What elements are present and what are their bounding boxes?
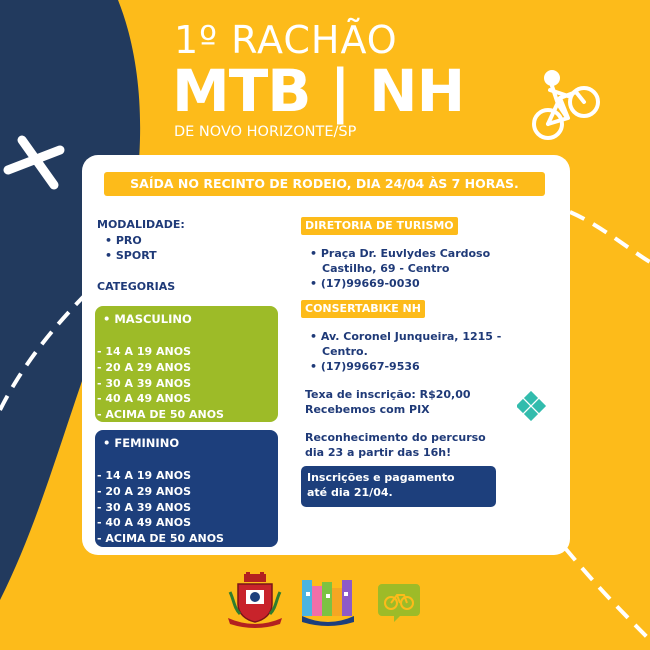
diretoria-phone: • (17)99669-0030 [310, 277, 420, 290]
list-item: - ACIMA DE 50 ANOS [97, 408, 224, 422]
list-item: - 40 A 49 ANOS [97, 516, 192, 530]
event-title-line1: 1º RACHÃO [174, 18, 398, 62]
tourism-logo [300, 578, 356, 626]
list-item: - 14 A 19 ANOS [97, 345, 192, 358]
modalidade-item: • SPORT [105, 249, 157, 262]
list-item: - 14 A 19 ANOS [97, 469, 192, 482]
masculino-list [97, 344, 224, 423]
feminino-box [95, 430, 278, 547]
feminino-list [97, 468, 224, 547]
list-item: - 20 A 29 ANOS [97, 360, 192, 374]
inscricoes-box [301, 466, 496, 507]
city-coat-of-arms-logo [226, 572, 284, 628]
list-item: - 20 A 29 ANOS [97, 484, 192, 498]
taxa-text: Texa de inscrição: R$20,00 [305, 388, 471, 401]
list-item: - ACIMA DE 50 ANOS [97, 532, 224, 546]
list-item: - 30 A 39 ANOS [97, 376, 192, 390]
consertabike-address: Centro. [322, 345, 368, 358]
event-location: DE NOVO HORIZONTE/SP [174, 124, 357, 140]
masculino-box [95, 306, 278, 422]
reconhecimento-text: dia 23 a partir das 16h! [305, 446, 452, 459]
inscricoes-text: até dia 21/04. [307, 486, 393, 499]
diretoria-label: DIRETORIA DE TURISMO [301, 217, 458, 235]
list-item: - 40 A 49 ANOS [97, 392, 192, 406]
reconhecimento-text: Reconhecimento do percurso [305, 431, 486, 444]
consertabike-address: • Av. Coronel Junqueira, 1215 - [310, 330, 502, 343]
feminino-title: • FEMININO [103, 436, 180, 450]
modalidade-label: MODALIDADE: [97, 218, 185, 231]
modalidade-item: • PRO [105, 234, 142, 247]
start-info-banner: SAÍDA NO RECINTO DE RODEIO, DIA 24/04 ÀS 7 HORAS. [104, 172, 545, 196]
diretoria-address: • Praça Dr. Euvlydes Cardoso [310, 247, 491, 260]
categorias-label: CATEGORIAS [97, 280, 176, 293]
masculino-title: • MASCULINO [103, 312, 192, 326]
diretoria-address: Castilho, 69 - Centro [322, 262, 450, 275]
consertabike-logo [376, 582, 422, 624]
list-item: - 30 A 39 ANOS [97, 500, 192, 514]
inscricoes-text: Inscrições e pagamento [307, 471, 455, 484]
consertabike-phone: • (17)99667-9536 [310, 360, 420, 373]
pix-icon [517, 391, 547, 421]
cyclist-icon [534, 72, 598, 138]
pix-text: Recebemos com PIX [305, 403, 430, 416]
consertabike-label: CONSERTABIKE NH [301, 300, 425, 318]
event-title-line2: MTB | NH [172, 57, 465, 125]
